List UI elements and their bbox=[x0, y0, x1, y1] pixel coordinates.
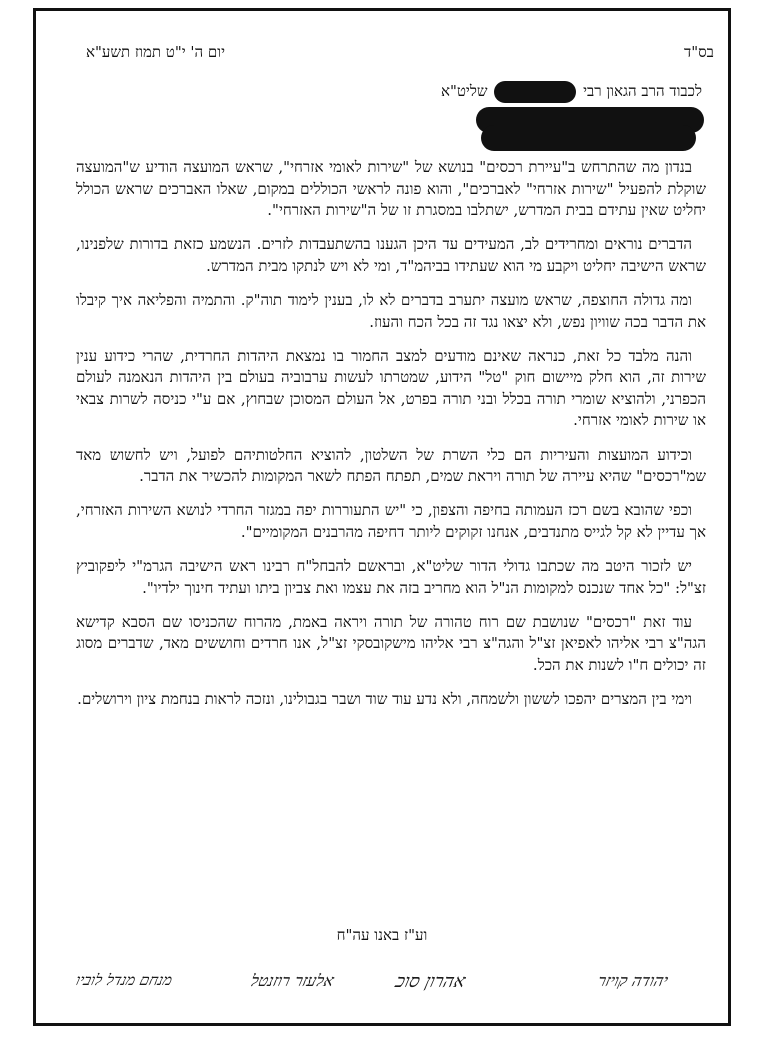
addressee-suffix: שליט"א bbox=[440, 82, 488, 100]
paragraph: יש לזכור היטב מה שכתבו גדולי הדור שליט"א, ובראשם להבחל"ח רבינו ראש הישיבה הגרמ"י ליפקוביץ זצ"ל: "כל אחד שנכנס למקומות הנ"ל הוא מחריב בזה את עצמו ואת צביון ביתו ועתיד חינוך ילדיו". bbox=[76, 556, 706, 597]
paragraph: וכידוע המועצות והעיריות הם כלי השרת של השלטון, להוציא החלטותיהם לפועל, ויש לחשוש מאד שמ"רכסים" שהיא עיירה של תורה ויראת שמים, תפתח הפתח לשאר המקומות להכשיר את הדבר. bbox=[76, 445, 706, 486]
letter-body bbox=[76, 157, 706, 723]
paragraph: והנה מלבד כל זאת, כנראה שאינם מודעים למצב החמור בו נמצאת היהדות החרדית, שהרי כידוע ענין שירות זה, הוא חלק מיישום חוק "טל" הידוע, שמטרתו לעשות ערבוביה בעולם בין היהדות הנאמנה לעולם הכפרני, ולהוציא שומרי תורה בכלל ובני תורה בפרט, אל העולם המסוכן שבחוץ, אם ע"י כניסה לשרות צבאי או שירות לאומי אזרחי. bbox=[76, 346, 706, 430]
redacted-address-line bbox=[481, 125, 696, 151]
signature: אלעזר רוזנטל bbox=[248, 971, 336, 990]
paragraph: וימי בין המצרים יהפכו לששון ולשמחה, ולא נדע עוד שוד ושבר בגבולינו, ונזכה לראות בנחמת ציון וירושלים. bbox=[77, 689, 692, 708]
signature: יהודה קויזר bbox=[595, 971, 671, 990]
paragraph: הדברים נוראים ומחרידים לב, המעידים עד היכן הגענו בהשתעבדות לזרים. הנשמע כזאת בדורות שלפנינו, שראש הישיבה יחליט ויקבע מי הוא שעתידו בביהמ"ד, ומי לא ויש לנתקו מבית המדרש. bbox=[76, 235, 706, 275]
paragraph: ומה גדולה החוצפה, שראש מועצה יתערב בדברים לא לו, בענין לימוד תוה"ק. והתמיה והפליאה איך קיבלו את הדבר בכה שוויון נפש, ולא יצאו נגד זה בכל הכח והעוז. bbox=[76, 290, 706, 331]
paragraph: בנדון מה שהתרחש ב"עיירת רכסים" בנושא של "שירות לאומי אזרחי", שראש המועצה הודיע ש"המועצה שוקלת להפעיל "שירות אזרחי" לאברכים", והוא פונה לראשי הכוללים במקום, שאלו האברכים שראש הכולל יחליט שאין עתידם בבית המדרש, ישתלבו במסגרת זו של ה"שירות האזרחי". bbox=[76, 158, 706, 220]
letter-date: יום ה' י"ט תמוז תשע"א bbox=[86, 43, 226, 61]
paragraph: עוד זאת "רכסים" שנושבת שם רוח טהורה של תורה ויראה באמת, מהרוח שהכניסו שם הסבא קדישא הגה"צ רבי אליהו לאפיאן זצ"ל והגה"צ רבי אליהו מישקובסקי זצ"ל, אנו חרדים וחוששים מאד, שדברים מסוג זה יכולים ח"ו לשנות את הכל. bbox=[76, 612, 706, 674]
addressee-line bbox=[441, 81, 702, 103]
bsd-header: בס"ד bbox=[684, 43, 714, 61]
letter-page bbox=[33, 8, 731, 1026]
paragraph: וכפי שהובא בשם רכז העמותה בחיפה והצפון, כי "יש התעוררות יפה במגזר החרדי לנושא השירות האזרחי, אך עדיין לא קל לגייס מתנדבים, אנחנו זקוקים ליותר דחיפה מהרבנים המקומיים". bbox=[76, 501, 706, 541]
closing-line: וע"ז באנו עה"ח bbox=[336, 926, 428, 944]
addressee-prefix: לכבוד הרב הגאון רבי bbox=[583, 82, 702, 100]
redacted-name bbox=[494, 81, 576, 103]
signature: אהרון סוכ bbox=[393, 971, 468, 992]
signature: מנחם מנדל לוביו bbox=[73, 971, 175, 989]
